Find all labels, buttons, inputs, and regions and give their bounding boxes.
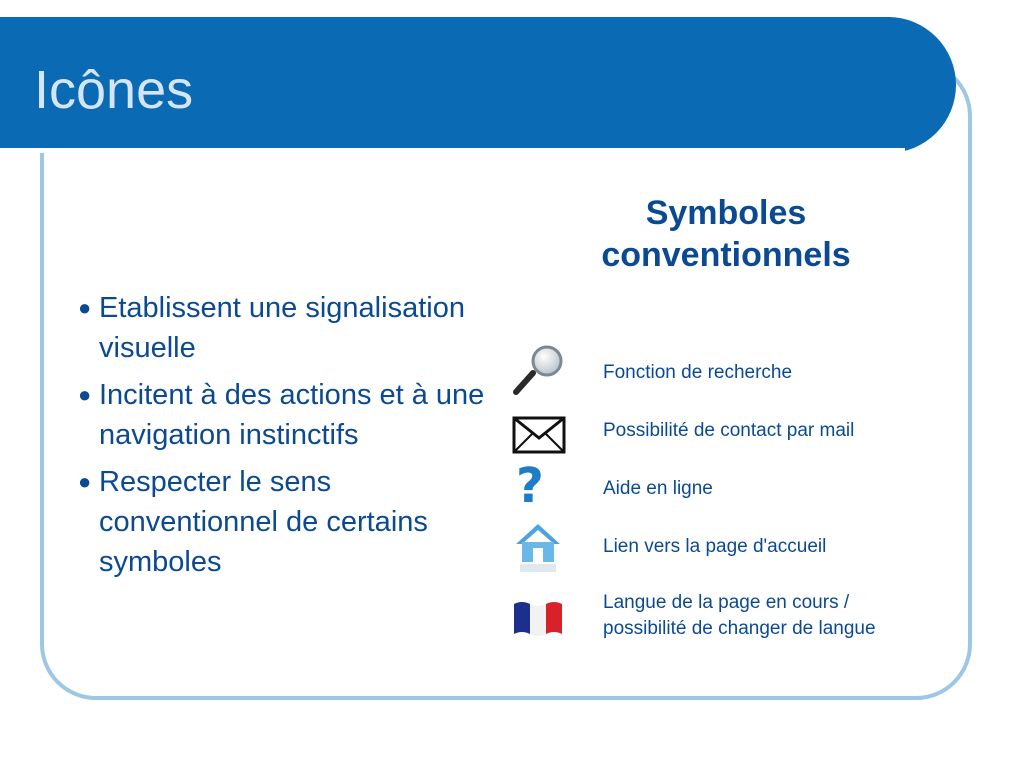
bullet-item: [78, 462, 498, 582]
symbol-label: [603, 590, 876, 642]
section-heading-line: Symboles: [645, 194, 807, 232]
title-underline: [0, 148, 905, 153]
bullet-text: Respecter le sens conventionnel de certains symboles: [99, 466, 428, 578]
title-bar: [0, 17, 956, 153]
bullet-item: [78, 288, 498, 368]
french-flag-icon: [512, 594, 566, 648]
bullet-dot: ●: [78, 295, 92, 320]
slide-title: Icônes: [34, 60, 194, 120]
symbol-label-line: possibilité de changer de langue: [603, 618, 876, 639]
bullet-text: Etablissent une signalisation visuelle: [99, 292, 465, 364]
section-heading-line: conventionnels: [601, 236, 851, 274]
house-icon: [512, 518, 566, 572]
bullet-dot: ●: [78, 382, 92, 407]
symbol-label: Fonction de recherche: [603, 362, 793, 383]
bullet-dot: ●: [78, 469, 92, 494]
symbol-label: Possibilité de contact par mail: [603, 420, 855, 441]
symbol-label-line: Langue de la page en cours /: [603, 592, 850, 613]
svg-text:?: ?: [516, 458, 544, 512]
bullet-text: Incitent à des actions et à une navigation instinctifs: [99, 379, 485, 451]
bullet-list: [78, 288, 498, 589]
symbol-label: Aide en ligne: [603, 478, 713, 499]
envelope-icon: [512, 408, 566, 462]
bullet-item: [78, 375, 498, 455]
section-heading: [560, 192, 892, 276]
symbol-label: Lien vers la page d'accueil: [603, 536, 827, 557]
question-mark-icon: [512, 458, 566, 512]
magnifying-glass-icon: [512, 342, 566, 396]
